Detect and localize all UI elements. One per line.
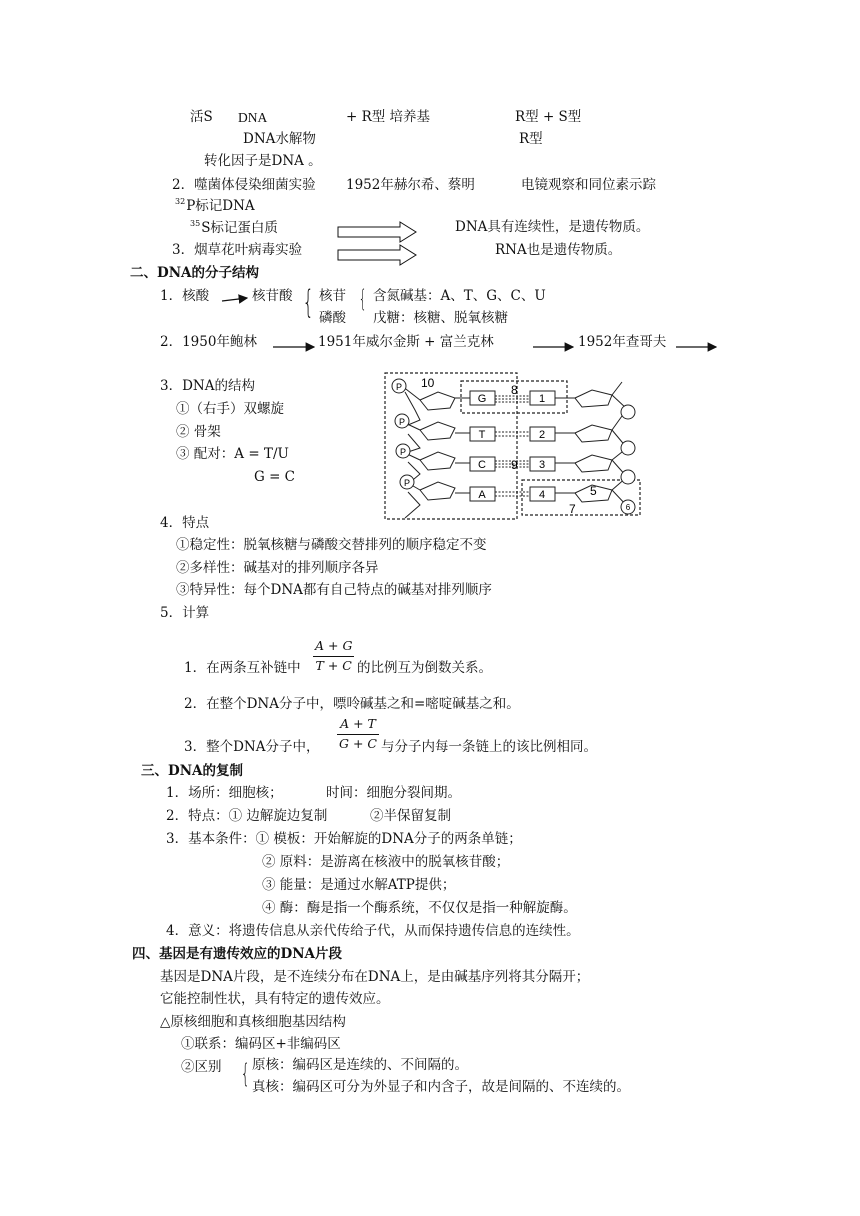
calc-3-denominator: G + C — [339, 735, 377, 751]
eukaryote-gene: 真核：编码区可分为外显子和内含子，故是间隔的、不连续的。 — [252, 1079, 630, 1095]
phage-title: 2．噬菌体侵染细菌实验 — [172, 177, 316, 193]
base-a: A — [478, 489, 486, 501]
replication-meaning: 4．意义：将遗传信息从亲代传给子代，从而保持遗传信息的连续性。 — [166, 923, 580, 939]
replication-traits-2: ②半保留复制 — [370, 808, 451, 824]
p-label-3: P — [399, 447, 407, 457]
feature-specificity: ③特异性：每个DNA都有自己特点的碱基对排列顺序 — [176, 582, 492, 598]
features-title: 4．特点 — [160, 515, 210, 531]
label-10: 10 — [421, 376, 435, 390]
label-2: 2 — [538, 429, 546, 441]
label-6: 6 — [625, 503, 631, 512]
left-bases — [470, 391, 495, 501]
right-bases — [530, 391, 555, 501]
p-label-1: P — [395, 382, 403, 392]
replication-energy: ③ 能量：是通过水解ATP提供； — [262, 877, 456, 893]
replication-template: 3．基本条件：① 模板：开始解旋的DNA分子的两条单链； — [166, 831, 522, 847]
base-list: 含氮碱基：A、T、G、C、U — [373, 288, 546, 304]
transforming-factor: 转化因子是DNA 。 — [204, 153, 322, 169]
label-3: 3 — [538, 459, 546, 471]
right-phosphate-circles — [621, 405, 635, 514]
section-2-heading: 二、DNA的分子结构 — [130, 265, 260, 281]
feature-stability: ①稳定性：脱氧核糖与磷酸交替排列的顺序稳定不变 — [176, 537, 487, 553]
phosphate-circles — [392, 379, 414, 489]
label-1: 1 — [538, 393, 546, 405]
label-7: 7 — [569, 502, 576, 516]
gene-def-1: 基因是DNA片段，是不连续分布在DNA上，是由碱基序列将其分隔开； — [160, 969, 590, 985]
label-4: 4 — [538, 489, 546, 501]
nucleoside-label: 核苷 — [319, 288, 346, 304]
calc-1-pre: 1．在两条互补链中 — [184, 660, 301, 676]
live-s-text: 活S — [190, 109, 213, 125]
tmv-title: 3．烟草花叶病毒实验 — [172, 242, 303, 258]
replication-time: 时间：细胞分裂间期。 — [326, 785, 461, 801]
s35-label: $^{35}$S标记蛋白质 — [190, 219, 278, 236]
base-t: T — [478, 429, 486, 441]
replication-enzyme: ④ 酶：酶是指一个酶系统，不仅仅是指一种解旋酶。 — [262, 900, 577, 916]
gene-difference: ②区别 — [181, 1059, 222, 1075]
hydrogen-bonds — [495, 396, 530, 496]
phage-method: 电镜观察和同位素示踪 — [521, 177, 656, 193]
history-pauling: 2．1950年鲍林 — [160, 334, 257, 350]
structure-title: 3．DNA的结构 — [160, 378, 255, 394]
p-label-4: P — [403, 478, 411, 488]
gene-structure-title: △原核细胞和真核细胞基因结构 — [160, 1014, 346, 1030]
base-pairing: ③ 配对：A = T/U — [176, 446, 289, 462]
history-wilkins: 1951年威尔金斯 + 富兰克林 — [318, 334, 494, 350]
calc-3-pre: 3．整个DNA分子中， — [184, 739, 320, 755]
phosphate-label: 磷酸 — [319, 310, 346, 326]
nucleotide-label: 核苷酸 — [252, 288, 293, 304]
calc-1-denominator: T + C — [313, 656, 354, 673]
history-chargaff: 1952年查哥夫 — [578, 334, 667, 350]
base-c: C — [478, 459, 486, 471]
calc-1-numerator: A + G — [315, 638, 353, 653]
tmv-conclusion: RNA也是遗传物质。 — [495, 242, 622, 258]
base-g: G — [477, 393, 487, 405]
base-pairing-2: G = C — [254, 469, 296, 485]
replication-place: 1．场所：细胞核； — [166, 785, 283, 801]
section-3-heading: 三、DNA的复制 — [141, 763, 244, 779]
calc-3-post: 与分子内每一条链上的该比例相同。 — [381, 739, 597, 755]
calc-3-numerator: A + T — [340, 716, 376, 731]
nucleic-acid-label: 1．核酸 — [160, 288, 210, 304]
brace-nucleotide: { — [302, 283, 314, 321]
backbone: ② 骨架 — [176, 424, 221, 440]
plus-r-medium: + R型 培养基 — [346, 109, 431, 125]
dna-text: DNA — [238, 110, 268, 125]
prokaryote-gene: 原核：编码区是连续的、不间隔的。 — [252, 1057, 468, 1073]
r-plus-s-result: R型 + S型 — [515, 109, 582, 125]
sugar-list: 戊糖：核糖、脱氧核糖 — [373, 310, 508, 326]
p-label-2: P — [398, 417, 406, 427]
calc-1-post: 的比例互为倒数关系。 — [357, 660, 492, 676]
double-helix: ①（右手）双螺旋 — [176, 401, 284, 417]
replication-traits: 2．特点：① 边解旋边复制 — [166, 808, 328, 824]
label-9: 9 — [511, 458, 518, 472]
dna-hydrolysate: DNA水解物 — [243, 131, 316, 147]
brace-difference: { — [240, 1059, 250, 1089]
section-4-heading: 四、基因是有遗传效应的DNA片段 — [132, 946, 343, 962]
p32-label: $^{32}$P标记DNA — [175, 197, 255, 214]
brace-nucleoside: { — [358, 285, 367, 313]
phage-year: 1952年赫尔希、蔡明 — [346, 177, 475, 193]
left-strand — [399, 386, 470, 518]
calc-2: 2．在整个DNA分子中，嘌呤碱基之和=嘧啶碱基之和。 — [184, 696, 520, 712]
phage-conclusion: DNA具有连续性，是遗传物质。 — [455, 219, 650, 235]
feature-diversity: ②多样性：碱基对的排列顺序各异 — [176, 560, 379, 576]
gene-link: ①联系：编码区+非编码区 — [181, 1036, 341, 1052]
gene-def-2: 它能控制性状，具有特定的遗传效应。 — [160, 991, 390, 1007]
calc-title: 5．计算 — [160, 605, 210, 621]
label-8: 8 — [511, 383, 518, 397]
replication-material: ② 原料：是游离在核液中的脱氧核苷酸； — [262, 854, 510, 870]
r-only-result: R型 — [519, 131, 543, 147]
label-5: 5 — [590, 484, 597, 498]
